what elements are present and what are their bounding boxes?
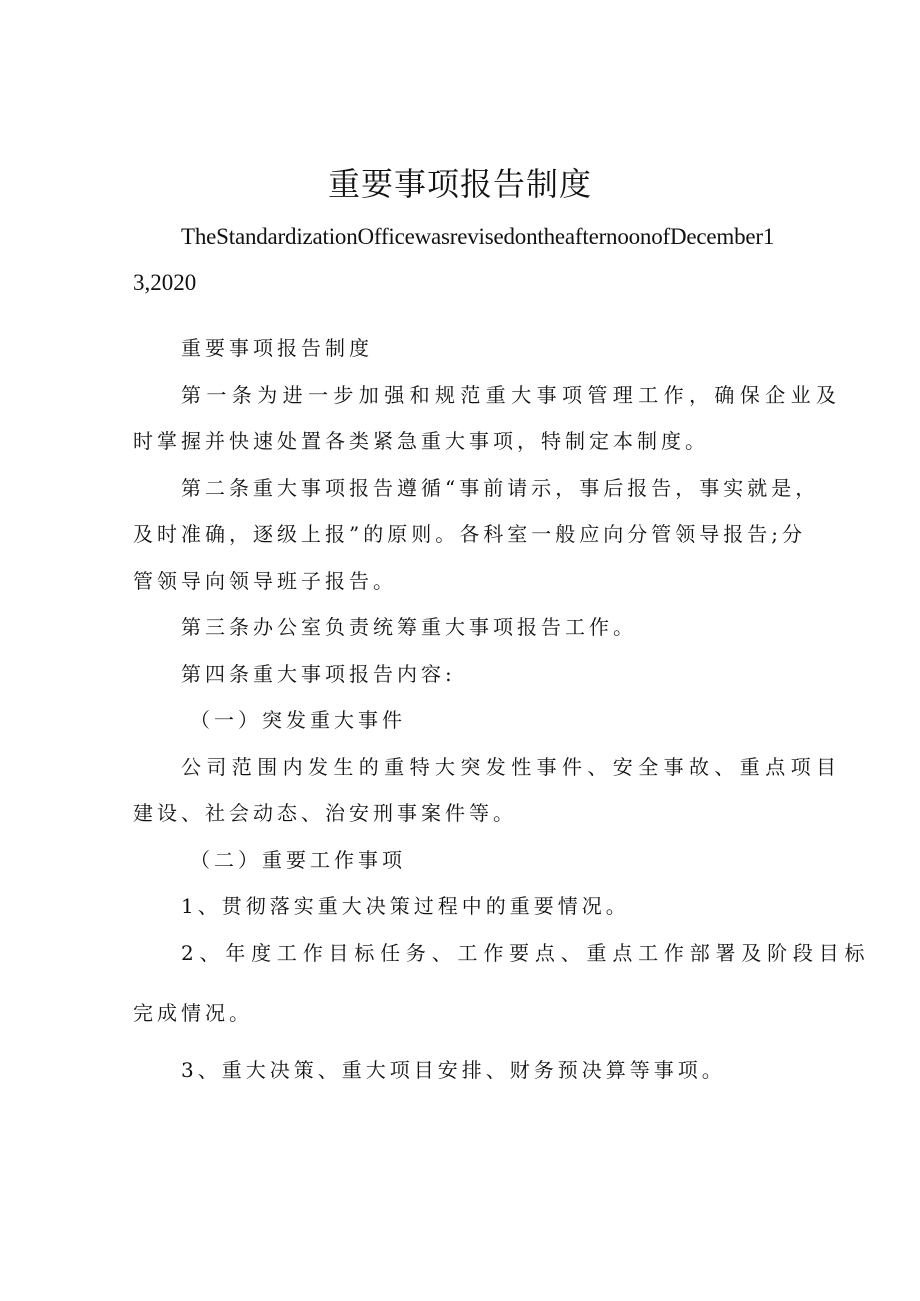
body-heading: 重要事项报告制度 <box>181 336 373 360</box>
article-2-line-1: 第二条重大事项报告遵循“事前请示，事后报告，事实就是， <box>181 476 820 500</box>
article-1-line-2: 时掌握并快速处置各类紧急重大事项，特制定本制度。 <box>133 429 709 453</box>
revision-note-line-2: 3,2020 <box>133 270 197 295</box>
item-2-line-1: 2、年度工作目标任务、工作要点、重点工作部署及阶段目标 <box>181 941 871 965</box>
article-3: 第三条办公室负责统筹重大事项报告工作。 <box>181 615 637 639</box>
section-1-body-line-1: 公司范围内发生的重特大突发性事件、安全事故、重点项目 <box>181 755 842 779</box>
item-2-line-2: 完成情况。 <box>133 1001 253 1025</box>
item-1: 1、贯彻落实重大决策过程中的重要情况。 <box>181 894 630 918</box>
section-1-heading: （一）突发重大事件 <box>190 708 406 732</box>
article-2-line-2: 及时准确，逐级上报”的原则。各科室一般应向分管领导报告;分 <box>133 522 806 546</box>
article-1-line-1: 第一条为进一步加强和规范重大事项管理工作，确保企业及 <box>181 383 842 407</box>
article-2-line-3: 管领导向领导班子报告。 <box>133 569 397 593</box>
article-4: 第四条重大事项报告内容: <box>181 662 456 686</box>
revision-note-line-1: TheStandardizationOfficewasrevisedontheafternoonofDecember1 <box>181 224 775 249</box>
section-1-body-line-2: 建设、社会动态、治安刑事案件等。 <box>133 801 517 825</box>
document-title: 重要事项报告制度 <box>327 165 592 203</box>
item-3: 3、重大决策、重大项目安排、财务预决算等事项。 <box>181 1058 726 1082</box>
section-2-heading: （二）重要工作事项 <box>190 848 406 872</box>
